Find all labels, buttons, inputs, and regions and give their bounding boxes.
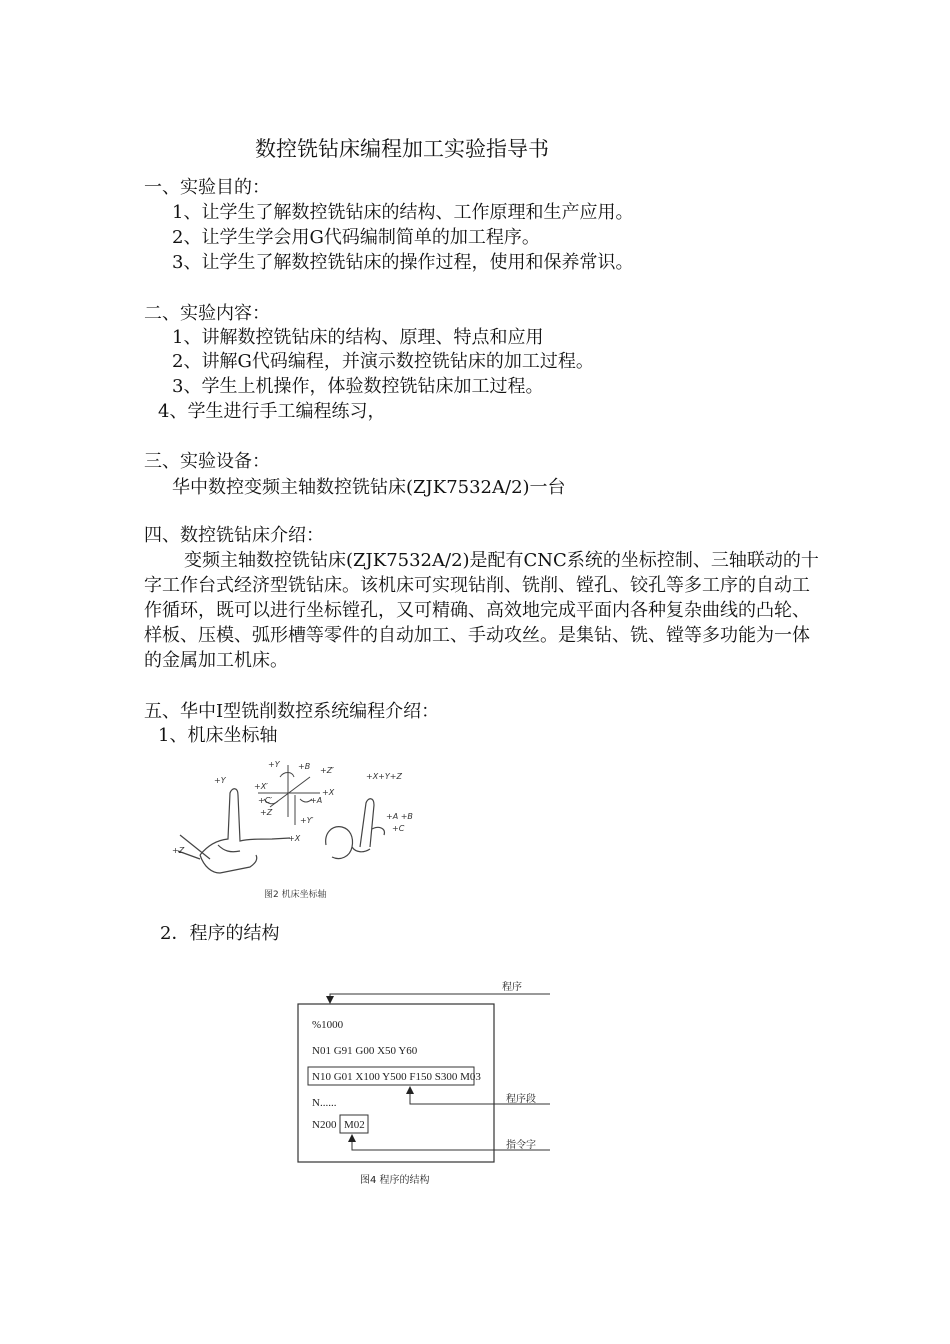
- fig2-x-prime: +X′: [254, 782, 268, 791]
- subsection-program-structure: 2．程序的结构: [160, 923, 280, 944]
- fig2-ab: +A +B: [386, 812, 413, 821]
- fig2-y-prime: +Y′: [300, 816, 314, 825]
- section-2-item: 4、学生进行手工编程练习，: [158, 401, 386, 422]
- document-title: 数控铣钻床编程加工实验指导书: [255, 137, 549, 161]
- section-4-heading: 四、数控铣钻床介绍：: [144, 525, 324, 546]
- subsection-axes: 1、机床坐标轴: [158, 725, 278, 746]
- fig2-x-axis: +X: [322, 788, 335, 797]
- code-line-3: N10 G01 X100 Y500 F150 S300 M03: [312, 1071, 481, 1083]
- fig2-z-plus: +Z: [172, 846, 185, 855]
- fig2-z-minus: +Z: [260, 808, 273, 817]
- section-2-item: 2、讲解G代码编程，并演示数控铣钻床的加工过程。: [172, 351, 594, 372]
- program-arrow: [330, 994, 550, 1002]
- machine-axes-figure: [160, 755, 430, 905]
- fig2-b-plus: +B: [298, 762, 311, 771]
- program-structure-figure: [280, 978, 570, 1198]
- fig2-z-prime: +Z′: [320, 766, 334, 775]
- fig2-x-plus: +X: [288, 834, 301, 843]
- section-5-heading: 五、华中Ⅰ型铣削数控系统编程介绍：: [144, 701, 440, 722]
- section-2-item: 3、学生上机操作，体验数控铣钻床加工过程。: [172, 376, 544, 397]
- section-1-item: 2、让学生学会用G代码编制简单的加工程序。: [172, 227, 540, 248]
- section-1-item: 3、让学生了解数控铣钻床的操作过程，使用和保养常识。: [172, 252, 634, 273]
- label-block: 程序段: [506, 1094, 536, 1105]
- equipment-line: [172, 476, 566, 500]
- code-line-5-word: M02: [344, 1119, 365, 1131]
- label-word: 指令字: [506, 1140, 536, 1151]
- code-line-1: %1000: [312, 1019, 344, 1031]
- code-line-5-prefix: N200: [312, 1119, 337, 1131]
- fig2-center-y: +Y: [268, 760, 280, 769]
- fig2-c-prime: +C′: [258, 796, 273, 805]
- right-hand-sketch: [326, 799, 385, 859]
- fig2-xyz: +X+Y+Z: [366, 772, 402, 781]
- section-4-paragraph-text: 变频主轴数控铣钻床(ZJK7532A/2)是配有CNC系统的坐标控制、三轴联动的十字工作台式经济型铣钻床。该机床可实现钻削、铣削、镗孔、铰孔等多工序的自动工作循环，既可以进行坐标镗孔，又可精确、高效地完成平面内各种复杂曲线的凸轮、样板、压模、弧形槽等零件的自动加工、手动攻丝。是集钻、铣、镗等多功能为一体的金属加工机床。: [144, 550, 819, 671]
- code-line-2: N01 G91 G00 X50 Y60: [312, 1045, 418, 1057]
- section-2-item: 1、讲解数控铣钻床的结构、原理、特点和应用: [172, 327, 544, 348]
- fig4-caption: 图4 程序的结构: [360, 1175, 430, 1186]
- left-hand-sketch: [178, 789, 290, 873]
- fig2-y-plus: +Y: [214, 776, 226, 785]
- section-4-paragraph: [144, 548, 824, 673]
- section-1-heading: 一、实验目的：: [144, 177, 270, 198]
- fig2-c-plus: +C: [392, 824, 405, 833]
- equipment-text: 华中数控变频主轴数控铣钻床(ZJK7532A/2)一台: [172, 477, 566, 498]
- section-3-heading: 三、实验设备：: [144, 451, 270, 472]
- label-program: 程序: [502, 982, 522, 993]
- fig2-a-plus: +A: [310, 796, 323, 805]
- section-2-heading: 二、实验内容：: [144, 303, 270, 324]
- section-1-item: 1、让学生了解数控铣钻床的结构、工作原理和生产应用。: [172, 202, 634, 223]
- code-line-4: N......: [312, 1097, 337, 1109]
- fig2-caption: 图2 机床坐标轴: [264, 890, 327, 900]
